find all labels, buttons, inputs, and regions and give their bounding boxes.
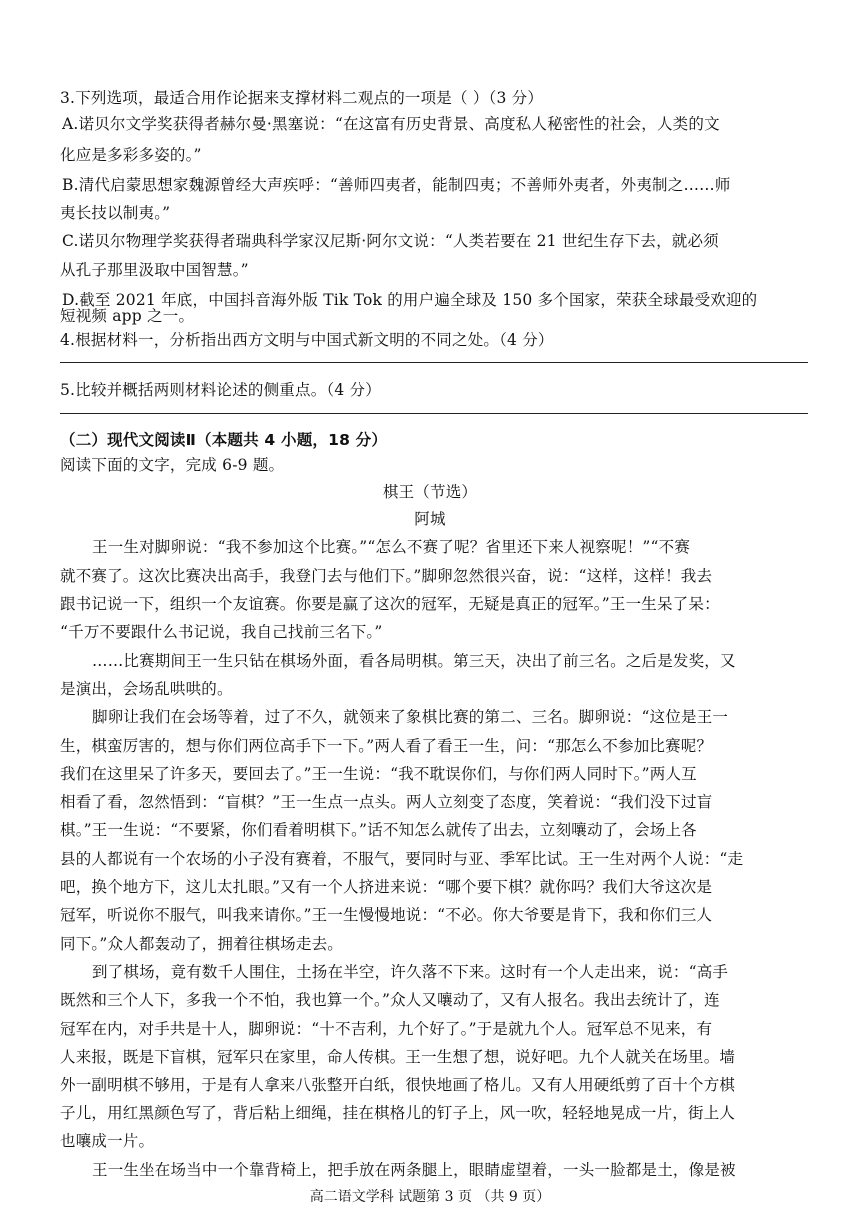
passage-line: 冠军，听说你不服气，叫我来请你。”王一生慢慢地说：“不必。你大爷要是肯下，我和你们三人 bbox=[60, 906, 713, 924]
passage-line: 我们在这里呆了许多天，要回去了。”王一生说：“我不耽误你们，与你们两人同时下。”两人互 bbox=[60, 765, 697, 783]
passage-line: 也嚷成一片。 bbox=[60, 1132, 155, 1150]
article-title: 棋王（节选） bbox=[382, 483, 478, 501]
passage-line: 脚卵让我们在会场等着，过了不久，就领来了象棋比赛的第二、三名。脚卵说：“这位是王一 bbox=[92, 708, 729, 726]
passage-line: 外一副明棋不够用，于是有人拿来八张整开白纸，很快地画了格儿。又有人用硬纸剪了百十个方棋 bbox=[60, 1076, 736, 1094]
option-d-line-1: D.截至 2021 年底，中国抖音海外版 Tik Tok 的用户遍全球及 150 多个国家，荣获全球最受欢迎的 bbox=[62, 291, 758, 309]
passage-line: 吧，换个地方下，这儿太扎眼。”又有一个人挤进来说：“哪个要下棋？就你吗？我们大爷这次是 bbox=[60, 878, 713, 896]
option-c-line-2: 从孔子那里汲取中国智慧。” bbox=[60, 261, 249, 279]
passage-line: 子儿，用红黑颜色写了，背后粘上细绳，挂在棋格儿的钉子上，风一吹，轻轻地晃成一片，街上人 bbox=[60, 1104, 736, 1122]
passage-line: 王一生坐在场当中一个靠背椅上，把手放在两条腿上，眼睛虚望着，一头一脸都是土，像是被 bbox=[92, 1161, 736, 1179]
question-3-stem: 3.下列选项，最适合用作论据来支撑材料二观点的一项是（ ）（3 分） bbox=[60, 89, 544, 107]
page-footer: 高二语文学科 试题第 3 页 （共 9 页） bbox=[309, 1189, 551, 1205]
answer-line-q5 bbox=[60, 413, 808, 414]
passage-line: 到了棋场，竟有数千人围住，土扬在半空，许久落不下来。这时有一个人走出来，说：“高手 bbox=[92, 963, 729, 981]
section-2-instruction: 阅读下面的文字，完成 6-9 题。 bbox=[60, 456, 285, 474]
option-a-line-2: 化应是多彩多姿的。” bbox=[60, 146, 202, 164]
option-a-line-1: A.诺贝尔文学奖获得者赫尔曼·黑塞说：“在这富有历史背景、高度私人秘密性的社会，人类的文 bbox=[62, 115, 720, 133]
passage-line: 同下。”众人都轰动了，拥着往棋场走去。 bbox=[60, 935, 343, 953]
passage-line: 王一生对脚卵说：“我不参加这个比赛。”“怎么不赛了呢？省里还下来人视察呢！”“不赛 bbox=[92, 538, 691, 556]
answer-line-q4 bbox=[60, 362, 808, 363]
passage-line: 跟书记说一下，组织一个友谊赛。你要是赢了这次的冠军，无疑是真正的冠军。”王一生呆了呆： bbox=[60, 595, 720, 613]
passage-line: 棋。”王一生说：“不要紧，你们看着明棋下。”话不知怎么就传了出去，立刻嚷动了，会场上各 bbox=[60, 821, 697, 839]
passage-line: 相看了看，忽然悟到：“盲棋？”王一生点一点头。两人立刻变了态度，笑着说：“我们没下过盲 bbox=[60, 793, 713, 811]
article-author: 阿城 bbox=[414, 510, 446, 528]
option-b-line-1: B.清代启蒙思想家魏源曾经大声疾呼：“善师四夷者，能制四夷；不善师外夷者，外夷制之……师 bbox=[62, 176, 731, 194]
passage-line: ……比赛期间王一生只钻在棋场外面，看各局明棋。第三天，决出了前三名。之后是发奖，又 bbox=[92, 652, 736, 670]
question-4: 4.根据材料一，分析指出西方文明与中国式新文明的不同之处。（4 分） bbox=[60, 331, 554, 349]
passage-line: 人来报，既是下盲棋，冠军只在家里，命人传棋。王一生想了想，说好吧。九个人就关在场里。墙 bbox=[60, 1048, 736, 1066]
option-d-line-2: 短视频 app 之一。 bbox=[60, 307, 195, 325]
question-5: 5.比较并概括两则材料论述的侧重点。（4 分） bbox=[60, 381, 381, 399]
passage-line: 县的人都说有一个农场的小子没有赛着，不服气，要同时与亚、季军比试。王一生对两个人说：“走 bbox=[60, 850, 744, 868]
passage-line: 就不赛了。这次比赛决出高手，我登门去与他们下。”脚卵忽然很兴奋，说：“这样，这样！我去 bbox=[60, 567, 713, 585]
passage-line: 冠军在内，对手共是十人，脚卵说：“十不吉利，九个好了。”于是就九个人。冠军总不见来，有 bbox=[60, 1020, 713, 1038]
passage-line: 是演出，会场乱哄哄的。 bbox=[60, 680, 233, 698]
option-c-line-1: C.诺贝尔物理学奖获得者瑞典科学家汉尼斯·阿尔文说：“人类若要在 21 世纪生存下去，就必须 bbox=[62, 232, 719, 250]
passage-line: 生，棋蛮厉害的，想与你们两位高手下一下。”两人看了看王一生，问：“那怎么不参加比赛呢？ bbox=[60, 737, 713, 755]
passage-line: “千万不要跟什么书记说，我自己找前三名下。” bbox=[60, 623, 383, 641]
passage-line: 既然和三个人下，多我一个不怕，我也算一个。”众人又嚷动了，又有人报名。我出去统计了，连 bbox=[60, 991, 720, 1009]
section-2-title: （二）现代文阅读Ⅱ（本题共 4 小题，18 分） bbox=[60, 431, 388, 449]
option-b-line-2: 夷长技以制夷。” bbox=[60, 204, 171, 222]
